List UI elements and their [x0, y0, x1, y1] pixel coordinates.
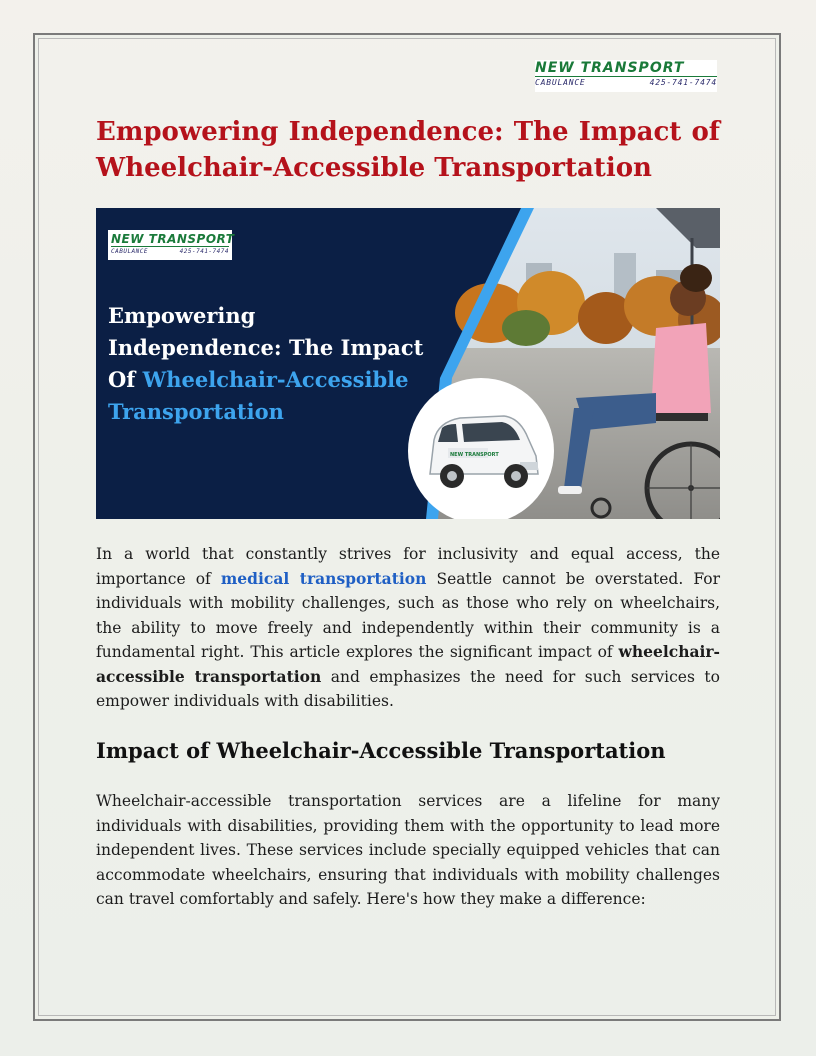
- logo-tagline: CABULANCE: [535, 78, 586, 87]
- banner-heading-highlight1: Wheelchair-Accessible: [142, 367, 409, 392]
- van-icon: [408, 378, 554, 519]
- banner-logo-name: NEW TRANSPORT: [111, 232, 235, 246]
- svg-text:NEW TRANSPORT: NEW TRANSPORT: [450, 452, 499, 458]
- logo-subline: [535, 76, 717, 88]
- banner-logo: [108, 230, 235, 260]
- medical-transportation-link[interactable]: medical transportation: [220, 568, 427, 588]
- section-heading: Impact of Wheelchair-Accessible Transportation: [96, 738, 666, 763]
- intro-text-end: and emphasizes the need for such services to empower individuals with disabilities.: [96, 667, 720, 710]
- banner-heading-line1: Empowering: [108, 303, 256, 328]
- page-title: Empowering Independence: The Impact of Wheelchair-Accessible Transportation: [96, 117, 720, 183]
- hero-banner: [96, 208, 720, 519]
- banner-heading-of: Of: [108, 367, 143, 392]
- intro-bold-phrase: wheelchair-accessible transportation: [96, 642, 720, 686]
- company-logo: [535, 60, 717, 92]
- van-image: [408, 378, 554, 519]
- banner-logo-subline: [111, 246, 229, 256]
- banner-logo-tagline: CABULANCE: [111, 248, 149, 255]
- banner-heading-highlight2: Transportation: [108, 399, 284, 424]
- section-paragraph: Wheelchair-accessible transportation services are a lifeline for many individuals with disabilities, providing them with the opportunity to lead more independent lives. These services include specially equipped vehicles that can accommodate wheelchairs, ensuring that individuals with mobility challenges can travel comfortably and safely. Here's how they make a difference:: [96, 792, 720, 908]
- banner-logo-phone: 425-741-7474: [179, 248, 229, 255]
- banner-heading: [108, 300, 448, 428]
- intro-paragraph: [96, 542, 720, 714]
- banner-heading-line2: Independence: The Impact: [108, 335, 424, 360]
- intro-text-middle: Seattle cannot be overstated. For individuals with mobility challenges, such as those who rely on wheelchairs, the ability to move freely and independently within their community is a fundamental right. This article explores the significant impact of: [96, 569, 720, 661]
- banner-heading-line3: [108, 364, 448, 396]
- logo-name: NEW TRANSPORT: [535, 60, 685, 76]
- intro-text-start: In a world that constantly strives for inclusivity and equal access, the importance of: [96, 545, 720, 588]
- logo-phone: 425-741-7474: [649, 78, 717, 87]
